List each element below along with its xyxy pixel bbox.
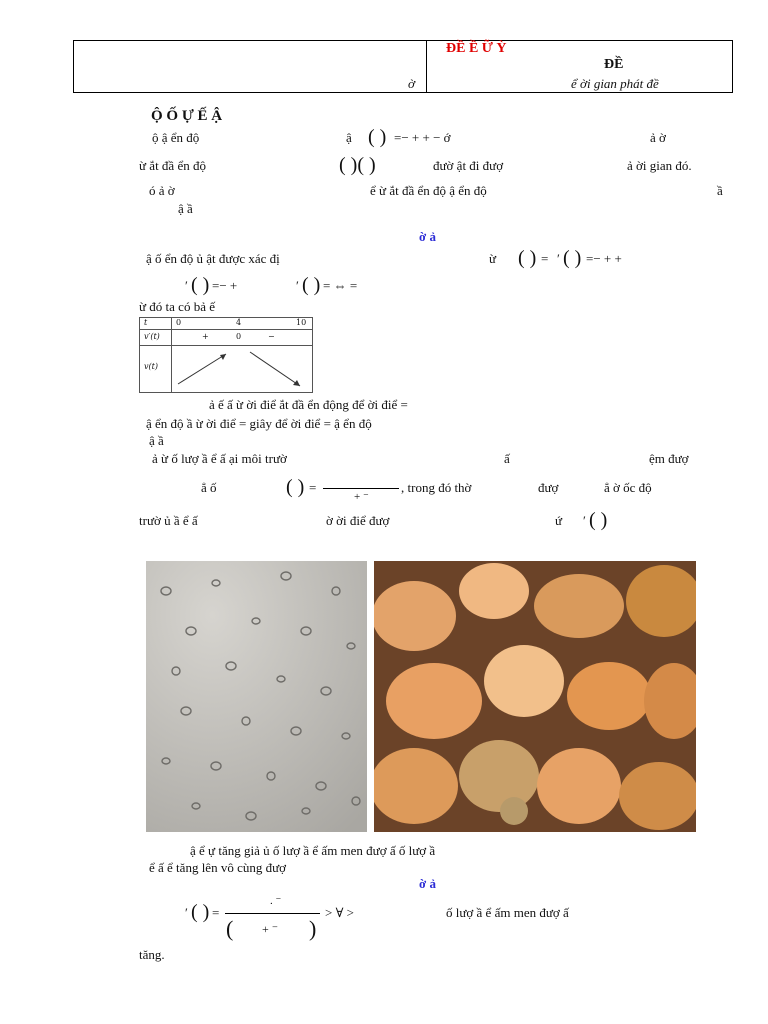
table-header-10: 10 <box>296 318 307 327</box>
p2-paren-a: ( ) <box>286 476 305 498</box>
s2-fraction-bar <box>225 913 320 914</box>
s2-frac-num: . ⁻ <box>270 895 282 907</box>
s1-paren-a: ( ) <box>518 247 537 269</box>
s1-conclusion-2: ậ ển độ ầ ừ ời điể = giây để ời điể = ậ ển độ <box>146 416 372 431</box>
p1-line2-b: đườ ật đi đượ <box>433 158 504 173</box>
p1-line3-b: ể ừ ắt đầ ển độ ậ ển độ <box>370 183 487 198</box>
p2-line2-e: ẳ ờ ốc độ <box>604 480 652 495</box>
s2-den-close: ) <box>309 916 317 941</box>
s1-line3: ừ đó ta có bả ế <box>139 299 215 314</box>
s1-line2-d: = ⇔ = <box>323 278 358 293</box>
yeast-cells-light <box>146 561 367 832</box>
p1-line2-c: ả ời gian đó. <box>627 158 692 173</box>
header-divider <box>426 41 427 92</box>
p2-frac-den: + ⁻ <box>354 491 369 503</box>
s1-conclusion-1: ả ế ấ ừ ời điể ắt đầ ển động để ời điể = <box>209 397 408 412</box>
p1-line3-c: ầ <box>717 183 723 198</box>
s2-eq: = <box>212 905 220 920</box>
s2-paren: ( ) <box>191 901 210 923</box>
yeast-electron-image <box>374 561 696 832</box>
p2-paren-b: ( ) <box>589 509 608 531</box>
s1-paren-c: ( ) <box>191 274 210 296</box>
time-note: ể ời gian phát đề <box>571 76 659 91</box>
table-row-vprime <box>140 329 312 346</box>
s1-conclusion-3: ậ ầ <box>149 433 164 448</box>
solution1-heading: ờ ả <box>419 229 436 244</box>
p2-line2-a: ẳ ố <box>201 480 217 495</box>
table-header-4: 4 <box>236 318 242 327</box>
variation-table <box>139 317 313 393</box>
p1-line1-d: ả ờ <box>650 130 666 145</box>
p2c-line1: ậ ể ự tăng giả ủ ố lượ ầ ể ấm men đượ ấ ố lượ ầ <box>190 843 436 858</box>
time-prefix: ờ <box>408 76 415 91</box>
s2-deriv-prefix: ′ <box>185 905 188 920</box>
p1-line1-a: ộ ậ ển độ <box>152 130 200 145</box>
p1-line3-a: ó ả ờ <box>149 183 175 198</box>
decreasing-arrow <box>250 352 300 386</box>
p2-line2-c: , trong đó thờ <box>401 480 472 495</box>
s1-line2-a: ′ <box>185 278 188 293</box>
s1-line1-a: ậ ố ển độ ủ ật được xác đị <box>146 251 280 266</box>
p2-line3-c: ứ <box>555 513 563 528</box>
s1-paren-d: ( ) <box>302 274 321 296</box>
p1-line2-a: ừ ắt đầ ển độ <box>139 158 206 173</box>
p1-line1-c: =− + + − ớ <box>394 130 451 145</box>
p2-line1-a: ả ừ ố lượ ầ ể ấ ại môi trườ <box>152 451 287 466</box>
s2-frac-den: + ⁻ <box>262 922 279 936</box>
table-label-vprime: v′(t) <box>144 332 160 341</box>
s2-last: tăng. <box>139 947 165 962</box>
exam-subtitle: ĐỀ <box>604 57 624 72</box>
p1-line1-b: ậ <box>346 130 352 145</box>
s2-den-open: ( <box>226 916 234 941</box>
p1-paren-2: ( )( ) <box>339 154 376 176</box>
p2-fraction-bar <box>323 488 399 489</box>
s1-line1-d: ′ <box>557 251 560 266</box>
p2-line3-b: ờ ời điể đượ <box>326 513 390 528</box>
s1-line2-b: =− + <box>212 278 238 293</box>
p2-line1-b: ấ <box>504 451 510 466</box>
table-header-0: 0 <box>176 318 182 327</box>
section-title: Ộ Ố Ự Ế Ậ <box>151 108 223 124</box>
p2-line2-b: = <box>309 480 317 495</box>
yeast-cells-sem <box>374 561 696 832</box>
s2-ineq: > ∀ > <box>325 905 355 920</box>
p2-line2-d: đượ <box>538 480 559 495</box>
increasing-arrow <box>178 354 226 384</box>
table-header-t: t <box>144 318 148 327</box>
s2-tail: ố lượ ầ ể ấm men đượ ấ <box>446 905 569 920</box>
variation-arrows <box>172 346 312 392</box>
table-sign-minus: − <box>268 332 275 341</box>
p1-line4: ậ ầ <box>178 201 193 216</box>
p2-line3-d: ′ <box>583 513 586 528</box>
p2-line3-a: trườ ủ ầ ể ấ <box>139 513 198 528</box>
decreasing-arrowhead <box>293 380 300 386</box>
p1-paren: ( ) <box>368 126 387 148</box>
p2c-line2: ể ấ ể tăng lên vô cùng đượ <box>149 860 287 875</box>
p2-line1-c: ệm đượ <box>649 451 689 466</box>
s1-paren-b: ( ) <box>563 247 582 269</box>
s1-line1-e: =− + + <box>586 251 622 266</box>
table-sign-zero: 0 <box>236 332 242 341</box>
s1-line2-c: ′ <box>296 278 299 293</box>
solution2-heading: ờ ả <box>419 876 436 891</box>
yeast-microscope-image <box>146 561 367 832</box>
exam-title: ĐỀ Ề Ữ Ỳ <box>446 41 507 56</box>
s1-line1-c: = <box>541 251 549 266</box>
s1-line1-b: ừ <box>489 251 497 266</box>
yeast-photos <box>146 561 696 832</box>
table-label-v: v(t) <box>144 362 158 371</box>
table-sign-plus: + <box>202 332 209 341</box>
